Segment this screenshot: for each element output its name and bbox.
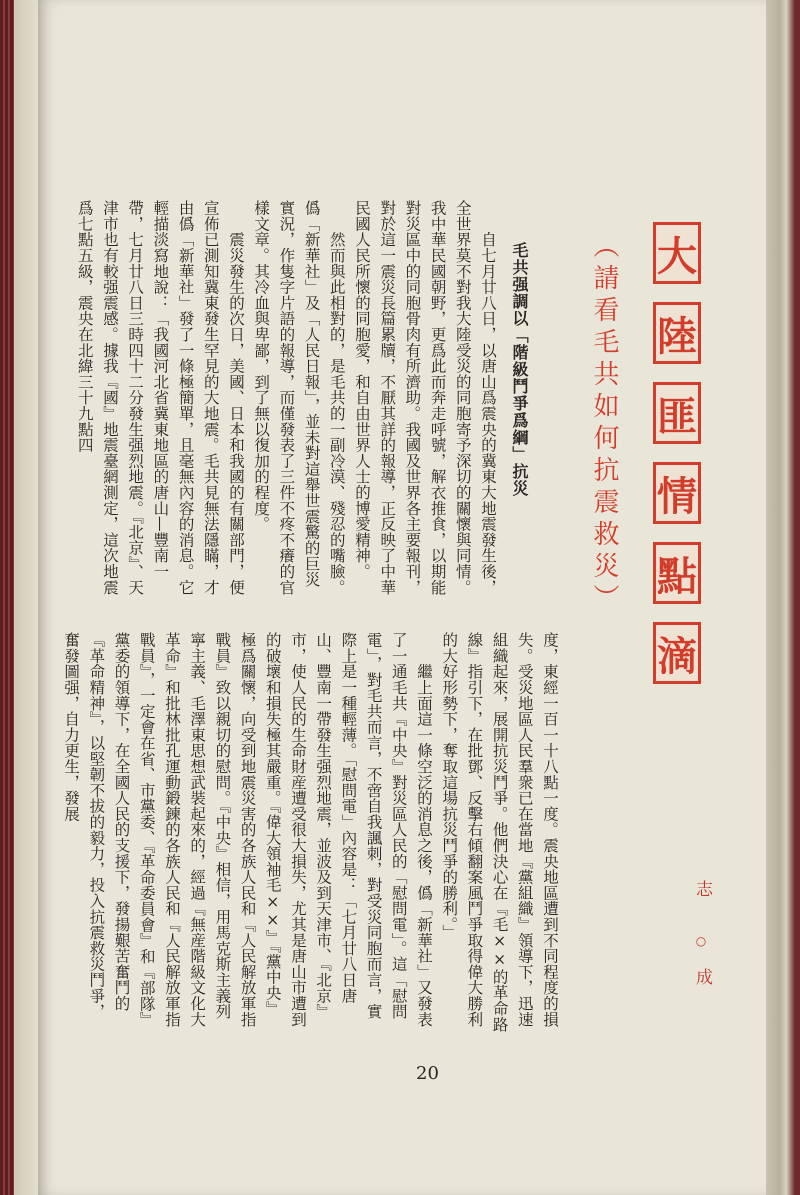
author-given-name: 志 [692,880,712,897]
article-body-lower: 度，東經一百一十八點一度。震央地區遭到不同程度的損失。受災地區人民羣衆已在當地『黨組織』領導下，迅速組織起來，展開抗災鬥爭。他們決心在『毛××的革命路線』指引下，在批鄧、反擊右傾翻案風鬥爭取得偉大勝利的大好形勢下，奪取這場抗災鬥爭的勝利。」 繼上面這一條空泛的消息之後，僞「新華社」又發表了一通毛共『中央』對災區人民的「慰問電」。這「慰問電」，對毛共而言，不啻自我諷刺，對受災同胞而言，實際上是一種輕薄。「慰問電」內容是：「七月廿八日唐山、豐南一帶發生强烈地震，並波及到天津市、『北京』市，使人民的生命財産遭受很大損失，尤其是唐山市遭到的破壞和損失極其嚴重。『偉大領袖毛××』『黨中央』極爲關懷，向受到地震災害的各族人民和『人民解放軍指戰員』致以親切的慰問。『中央』相信，用馬克斯主義列寧主義、毛澤東思想武裝起來的，經過『無産階級文化大革命』和批林批孔運動鍛鍊的各族人民和『人民解放軍指戰員』，一定會在省、市黨委、『革命委員會』和『部隊』黨委的領導下，在全國人民的支援下，發揚艱苦奮鬥的『革命精神』，以堅韌不拔的毅力，投入抗震救災鬥爭，奮發圖强，自力更生，發展 [62,632,559,1032]
title-char-box [653,382,701,444]
title-char: 情 [657,472,697,520]
page-number: 20 [416,1063,439,1084]
section-headline: 毛共强調以「階級鬥爭爲綱」抗災 [510,242,529,497]
author-separator: ○ [694,934,708,948]
title-char-box [653,462,701,524]
book-page [38,0,770,1195]
title-char-box [653,542,701,604]
page-edge-right [766,0,800,1195]
article-body-upper: 自七月廿八日，以唐山爲震央的冀東大地震發生後，全世界莫不對我大陸受災的同胞寄予深切的關懷與同情。我中華民國朝野，更爲此而奔走呼號，解衣推食，以期能對災區中的同胞骨肉有所濟助。我國及世界各主要報刊，對於這一震災長篇累牘，不厭其詳的報導，正反映了中華民國人民所懷的同胞愛，和自由世界人士的博愛精神。 然而與此相對的，是毛共的一副冷漠、殘忍的嘴臉。僞「新華社」及「人民日報」，並未對這舉世震驚的巨災實況，作隻字片語的報導，而僅發表了三件不疼不癢的官樣文章。其冷血與卑鄙，到了無以復加的程度。 震災發生的次日，美國、日本和我國的有關部門，便宣佈已測知冀東發生罕見的大地震。毛共見無法隱瞞，才由僞「新華社」發了一條極簡單，且毫無內容的消息。它輕描淡寫地說：「我國河北省冀東地區的唐山—豐南一帶，七月廿八日三時四十二分發生强烈地震。『北京』、天津市也有較强震感。據我『國』地震臺網測定，這次地震爲七點五級，震央在北緯三十九點四 [75,200,497,596]
title-char: 滴 [657,632,697,680]
title-char: 匪 [657,392,697,440]
subtitle: （請看毛共如何抗震救災） [589,232,619,616]
title-char-box [653,622,701,684]
title-char: 點 [657,552,697,600]
title-char: 大 [657,232,697,280]
title-char-box [653,302,701,364]
title-char: 陸 [657,312,697,360]
author-family-name: 成 [692,968,712,985]
title-char-box [653,222,701,284]
